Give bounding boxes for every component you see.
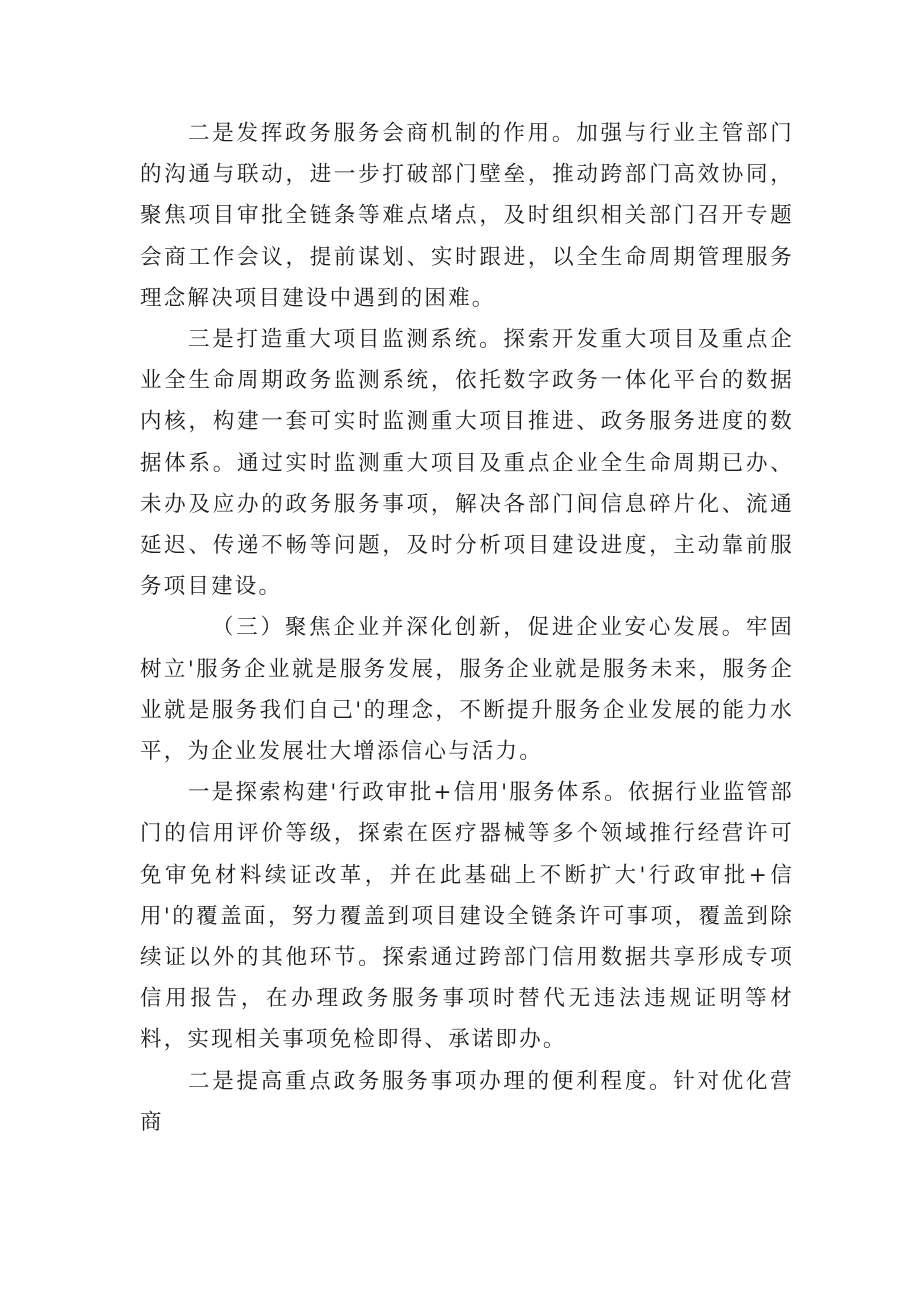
paragraph-credit-service-system: 一是探索构建'行政审批+信用'服务体系。依据行业监管部门的信用评价等级，探索在医疗器械等多个领域推行经营许可免审免材料续证改革，并在此基础上不断扩大'行政审批+信用'的覆盖面，努力覆盖到项目建设全链条许可事项，覆盖到除续证以外的其他环节。探索通过跨部门信用数据共享形成专项信用报告，在办理政务服务事项时替代无违法违规证明等材料，实现相关事项免检即得、承诺即办。 [140, 780, 794, 1053]
paragraph-consultation-mechanism: 二是发挥政务服务会商机制的作用。加强与行业主管部门的沟通与联动，进一步打破部门壁垒，推动跨部门高效协同，聚焦项目审批全链条等难点堵点，及时组织相关部门召开专题会商工作会议，提前谋划、实时跟进，以全生命周期管理服务理念解决项目建设中遇到的困难。 [140, 121, 794, 311]
document-body [140, 113, 794, 1143]
paragraph-service-convenience: 二是提高重点政务服务事项办理的便利程度。针对优化营商 [140, 1068, 794, 1135]
paragraph-section-three-heading: （三）聚焦企业并深化创新，促进企业安心发展。牢固树立'服务企业就是服务发展，服务企业就是服务未来，服务企业就是服务我们自己'的理念，不断提升服务企业发展的能力水平，为企业发展壮大增添信心与活力。 [140, 615, 794, 765]
paragraph-monitoring-system: 三是打造重大项目监测系统。探索开发重大项目及重点企业全生命周期政务监测系统，依托数字政务一体化平台的数据内核，构建一套可实时监测重大项目推进、政务服务进度的数据体系。通过实时监测重大项目及重点企业全生命周期已办、未办及应办的政务服务事项，解决各部门间信息碎片化、流通延迟、传递不畅等问题，及时分析项目建设进度，主动靠前服务项目建设。 [140, 327, 794, 600]
